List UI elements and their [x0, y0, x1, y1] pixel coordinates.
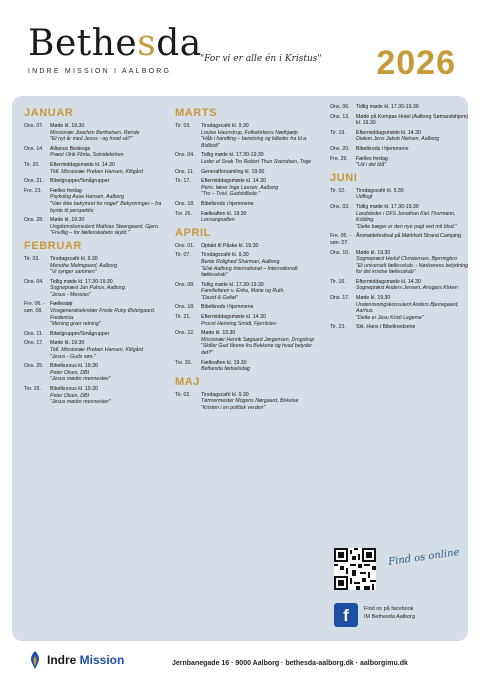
- event-date: Tir. 16.: [330, 278, 346, 285]
- event-body: [201, 282, 325, 302]
- event-item: [330, 104, 470, 111]
- event-body: [50, 301, 164, 327]
- event-title: Fælles fredag: [356, 155, 388, 162]
- event-body: [201, 123, 325, 149]
- event-speaker: Peter Olsen, DBI: [50, 369, 89, 376]
- event-speaker: Familiefaren v. Erika, Marie og Ruth.: [201, 288, 285, 295]
- event-item: [330, 146, 470, 153]
- event-date: Ons. 17.: [24, 340, 44, 347]
- event-body: [50, 162, 164, 175]
- event-speaker: Sognepræst Jan Pahus, Aalborg.: [50, 285, 127, 292]
- event-body: [356, 295, 470, 321]
- event-date: Ons. 21.: [24, 178, 44, 185]
- event-title: Årsmødefestival på Mørkholt Strand Camping: [356, 233, 461, 240]
- event-title: Fællesløjr: [50, 301, 73, 308]
- event-quote: "Dette bæger er den nye pagt ved mit blod.": [356, 223, 457, 230]
- event-item: [175, 304, 325, 311]
- event-item: [330, 204, 470, 230]
- event-speaker: Tidl. Missionær Preben Hansen, Klitgård: [50, 168, 144, 175]
- event-date: Fre. 05. - søn. 07.: [330, 233, 352, 246]
- year-title: 2026: [376, 44, 456, 82]
- event-body: [201, 178, 325, 198]
- event-title: Skt. Hans i Bibelkredsene: [356, 324, 416, 331]
- event-title: Møde kl. 19.30: [356, 295, 391, 302]
- event-date: Ons. 14.: [24, 145, 44, 152]
- event-body: [50, 217, 164, 237]
- event-speaker: Pens. lærer Inge Lassen, Aalborg: [201, 184, 279, 191]
- facebook-icon[interactable]: f: [334, 603, 358, 627]
- event-date: Ons. 06.: [330, 104, 350, 110]
- event-item: [24, 279, 164, 299]
- event-title: Tidlig møde kl. 17.30-19.30: [356, 203, 419, 210]
- event-quote: "Jesus møder mennesker": [50, 399, 111, 406]
- event-quote: "Frivillig – for fællesskabets skyld.": [50, 230, 130, 237]
- event-date: Ons. 18.: [175, 200, 195, 207]
- event-title: Fælleaften kl. 19.30: [201, 359, 247, 366]
- event-speaker: Bente Rolighed Sharman, Aalborg.: [201, 258, 281, 265]
- event-date: Ons. 08.: [175, 281, 195, 288]
- event-date: Tir. 07.: [175, 252, 191, 259]
- event-speaker: Missionær Henrik Søgaard Jørgensen, Drogstrup: [201, 336, 315, 343]
- event-item: [175, 243, 325, 250]
- event-item: [330, 279, 470, 292]
- event-title: Tirsdagscafé kl. 9.30: [201, 391, 249, 398]
- event-body: [50, 123, 164, 143]
- event-body: [356, 250, 470, 276]
- event-body: [356, 279, 470, 292]
- event-date: Ons. 03.: [330, 203, 350, 210]
- event-body: [201, 201, 325, 208]
- event-date: Ons. 28.: [24, 217, 44, 224]
- event-title: Eftermiddagsmøde kl. 14.30: [50, 161, 115, 168]
- event-speaker: Sognepræst Herluf Christensen, Bjerringbro: [356, 256, 457, 263]
- event-item: [24, 217, 164, 237]
- event-item: [24, 146, 164, 159]
- event-item: [175, 211, 325, 224]
- event-quote: "Jesus - Guds søn.": [50, 353, 96, 360]
- event-quote: "Mening giver retning": [50, 321, 101, 328]
- event-date: Tir. 17.: [175, 178, 191, 185]
- event-item: [175, 282, 325, 302]
- month-heading: APRIL: [175, 226, 211, 239]
- event-speaker: Peter Olsen, DBI: [50, 392, 89, 399]
- event-speaker: Tidl. Missionær Preben Hansen, Klitgård: [50, 347, 144, 354]
- event-body: [201, 330, 325, 356]
- event-quote: "David & Goliat": [201, 294, 238, 301]
- event-date: Ons. 13.: [330, 113, 350, 120]
- event-body: [50, 188, 164, 214]
- event-body: [50, 331, 164, 338]
- event-body: [201, 360, 325, 373]
- month-heading: JANUAR: [24, 107, 74, 119]
- event-date: Tir. 23.: [330, 324, 346, 331]
- event-title: Bibelkursus kl. 19.30: [50, 386, 98, 392]
- indre-mission-flame-icon: [28, 650, 42, 670]
- event-item: [24, 178, 164, 185]
- event-body: [50, 256, 164, 276]
- event-item: [24, 162, 164, 175]
- event-title: Tirsdagscafé kl. 9.30: [50, 255, 98, 262]
- event-body: [356, 104, 470, 111]
- event-date: Ons. 18.: [175, 304, 195, 311]
- event-body: [356, 204, 470, 230]
- logo-subtitle: INDRE MISSION I AALBORG: [28, 68, 172, 75]
- event-title: Bibelgrupper/Smågrupper: [50, 330, 110, 337]
- event-speaker: Louise Haunstrup, Folkekirkens Nødhjælp: [201, 129, 298, 136]
- event-title: Eftermiddagsmøde kl. 14.30: [201, 314, 266, 321]
- event-item: [24, 188, 164, 214]
- event-title: Optakt til Påske kl. 19.30: [201, 242, 259, 249]
- event-date: Ons. 17.: [330, 295, 350, 302]
- event-date: Ons. 20.: [330, 145, 350, 152]
- event-date: Ons. 07.: [24, 123, 44, 129]
- event-body: [356, 156, 470, 169]
- event-date: Fre. 23.: [24, 187, 42, 194]
- event-speaker: Landsleder i DFS Jonathan Kiel Thormann, Kolding.: [356, 210, 456, 224]
- tagline: "For vi er alle én i Kristus": [200, 54, 322, 64]
- event-date: Ons. 11.: [24, 330, 44, 337]
- month-heading: MAJ: [175, 375, 201, 388]
- event-speaker: Missionær Joachim Berthelsen, Rønde: [50, 129, 140, 136]
- event-title: Møde kl. 19.30: [356, 249, 391, 256]
- event-speaker: Provst Henning Smidt, Fjerritslev: [201, 320, 277, 327]
- event-item: [175, 178, 325, 198]
- event-date: Tir. 19.: [330, 129, 346, 136]
- event-date: Tor. 30.: [175, 359, 193, 366]
- event-date: Ons. 04.: [24, 278, 44, 285]
- event-body: [50, 279, 164, 299]
- event-quote: "Jesus - Messias": [50, 291, 91, 298]
- event-quote: "Kristen i en politisk verden": [201, 405, 266, 411]
- event-date: Fre. 29.: [330, 155, 348, 162]
- event-date: Ons. 04.: [175, 152, 195, 159]
- event-date: Tir. 03.: [175, 123, 191, 129]
- event-title: Tirsdagscafé kl. 9.30: [356, 187, 404, 194]
- event-title: Eftermiddagsmøde kl. 14.30: [356, 278, 421, 285]
- event-date: Ons. 01.: [175, 242, 195, 249]
- event-date: Ons. 25.: [24, 363, 44, 370]
- event-date: Tor. 26.: [175, 210, 193, 217]
- event-body: [201, 314, 325, 327]
- event-item: [24, 340, 164, 360]
- bethesda-logo: [28, 23, 202, 75]
- event-quote: "Håb i handling – beretning og billeder fra bl.a. Bidibidi": [201, 136, 308, 149]
- indre-mission-logo: [28, 650, 124, 670]
- indre-mission-wordmark: Indre Mission: [47, 653, 125, 667]
- event-item: [175, 360, 325, 373]
- event-item: [175, 152, 325, 165]
- event-title: Tidlig møde kl. 17.30-19.30: [201, 281, 264, 288]
- event-item: [175, 330, 325, 356]
- event-item: [330, 114, 470, 127]
- event-quote: "Elsk Aalborg International – Internationalt fællesskab": [201, 265, 298, 279]
- event-speaker: "Ud i det blå": [356, 162, 386, 169]
- event-body: [356, 188, 470, 201]
- event-title: Alliance Bedeuge: [50, 145, 91, 152]
- footer-address[interactable]: Jernbanegade 16 · 9000 Aalborg · bethesda-aalborg.dk · aalborgimu.dk: [172, 660, 408, 667]
- event-date: Ons. 10.: [330, 249, 350, 256]
- month-heading: MARTS: [175, 107, 218, 119]
- event-body: [356, 130, 470, 143]
- month-heading: FEBRUAR: [24, 239, 82, 252]
- event-title: Møde på Kompas Hotel (Aalborg Sømandshjem) kl. 19.30: [356, 113, 469, 127]
- event-quote: "Skiller Gud fårene fra Bukkene og hvad betyder det?": [201, 343, 313, 357]
- event-date: Tir. 02.: [330, 187, 346, 194]
- event-title: Møde kl. 19.30: [50, 217, 85, 224]
- event-speaker: Udflugt: [356, 194, 373, 201]
- event-body: [50, 386, 164, 406]
- event-speaker: Vicegeneralsekretær Frede Ruby Østergaard, Fredericia.: [50, 308, 156, 321]
- event-item: [24, 363, 164, 383]
- event-item: [330, 188, 470, 201]
- event-title: Møde kl. 19.30: [201, 330, 236, 337]
- event-speaker: Diakon Jens Jakob Nielsen, Aalborg: [356, 136, 440, 143]
- month-heading: JUNI: [330, 171, 358, 184]
- event-quote: "Et universelt fællesskab. - Nødverens betydning for det kristne fællesskab": [356, 262, 468, 276]
- event-date: Tir. 20.: [24, 161, 40, 168]
- event-item: [175, 201, 325, 208]
- event-body: [201, 304, 325, 311]
- event-speaker: Sognepræst Anders Jensen, Ansgars Kirken: [356, 285, 458, 292]
- event-title: Bibelgrupper/Smågrupper: [50, 178, 110, 185]
- event-date: Fre. 06. - søn. 08.: [24, 301, 46, 315]
- event-quote: "Vær ikke bekymret for noget" Bekymringer – fra byrde til perspektiv.: [50, 200, 162, 214]
- event-quote: "Dette er Jesu Kristi Legeme": [356, 314, 424, 321]
- event-body: [356, 324, 470, 331]
- event-item: [330, 324, 470, 331]
- event-item: [175, 169, 325, 176]
- calendar-column-2: [175, 104, 325, 415]
- event-body: [201, 243, 325, 250]
- event-item: [330, 295, 470, 321]
- event-item: [330, 156, 470, 169]
- facebook-line-2: IM Bethesda Aalborg: [364, 613, 416, 620]
- calendar-column-1: [24, 104, 164, 409]
- event-title: Bibelkreds i hjemmene: [201, 200, 254, 207]
- event-title: Bibelkreds i hjemmene: [356, 145, 409, 152]
- event-item: [330, 250, 470, 276]
- event-speaker: Lovsangsaften: [201, 217, 235, 224]
- event-title: Tidlig møde kl. 17.30-19.30: [356, 104, 419, 110]
- event-title: Fælleaften kl. 19.30: [201, 210, 247, 217]
- event-body: [50, 340, 164, 360]
- event-title: Fælles fredag: [50, 187, 82, 194]
- event-item: [330, 233, 470, 246]
- event-item: [175, 314, 325, 327]
- event-title: Eftermiddagsmøde kl. 14.30: [356, 129, 421, 136]
- event-body: [50, 146, 164, 159]
- event-title: Tirsdagscafé kl. 9.30: [201, 252, 249, 259]
- event-date: Tir. 21.: [175, 314, 191, 321]
- event-title: Møde kl. 19.30: [50, 123, 85, 129]
- calendar-column-3: [330, 104, 470, 334]
- event-speaker: Præst Ulrik Flinta, Solsidekirken: [50, 152, 124, 159]
- event-title: Tidlig møde kl. 17.30-19.30: [50, 278, 113, 285]
- event-body: [50, 178, 164, 185]
- event-title: Bibelkreds i hjemmene: [201, 304, 254, 311]
- event-body: [356, 114, 470, 127]
- event-body: [201, 211, 325, 224]
- event-date: Ons. 22.: [175, 330, 195, 337]
- facebook-line-1: Find os på facebook: [364, 606, 414, 612]
- event-title: Tidlig møde kl. 17.30-19.30: [201, 152, 264, 159]
- event-body: [50, 363, 164, 383]
- event-speaker: Leder af Snak Tro Robert Thun Svendsen, Trige: [201, 158, 312, 165]
- event-body: [201, 252, 325, 278]
- event-title: Møde kl. 19.30: [50, 340, 85, 347]
- event-item: [24, 386, 164, 406]
- event-title: Generalforsamling kl. 19.00: [201, 168, 265, 175]
- event-title: Eftermiddagsmøde kl. 14.30: [201, 178, 266, 185]
- facebook-text[interactable]: [364, 606, 415, 621]
- event-speaker: Psykolog Aase Hansen, Aalborg: [50, 194, 125, 201]
- qr-code-icon[interactable]: [334, 548, 376, 590]
- event-speaker: Tømrermester Mogens Nørgaard, Birkelse: [201, 398, 299, 405]
- event-date: Tir. 02.: [175, 391, 191, 398]
- event-speaker: Ungdomskonsulent Mathias Steengaard, Gjern.: [50, 223, 160, 230]
- event-body: [201, 169, 325, 176]
- event-title: Bibelkursus kl. 19.30: [50, 363, 98, 370]
- event-item: [175, 252, 325, 278]
- event-item: [175, 123, 325, 149]
- event-body: [201, 152, 325, 165]
- event-body: [201, 392, 325, 412]
- event-quote: "Jesus møder mennesker": [50, 376, 111, 383]
- event-date: Ons. 11.: [175, 168, 195, 175]
- logo-wordmark: Bethesda: [28, 23, 202, 64]
- event-quote: "Vi synger sammen": [50, 269, 97, 276]
- event-item: [24, 256, 164, 276]
- event-item: [24, 331, 164, 338]
- event-item: [175, 392, 325, 412]
- event-speaker: Merethe Malmgaard, Aalborg: [50, 262, 117, 269]
- event-item: [24, 123, 164, 143]
- event-body: [356, 146, 470, 153]
- event-speaker: Undervisningskonsulent Anders Bjerregaard, Aarhus.: [356, 301, 459, 315]
- event-quote: "Et nyt år med Jesus - og hvad så?": [50, 136, 133, 143]
- find-online-label: Find os online: [387, 547, 461, 568]
- event-item: [330, 130, 470, 143]
- event-item: [24, 301, 164, 327]
- event-speaker: Bethesda fødselsdag: [201, 366, 250, 373]
- event-title: Tirsdagscafé kl. 9.30: [201, 123, 249, 129]
- event-quote: "Tro – Tvivl, Gudsbillede.": [201, 191, 261, 198]
- event-date: Tir. 03.: [24, 255, 40, 262]
- event-body: [356, 233, 470, 246]
- event-date: Tor. 26.: [24, 386, 42, 392]
